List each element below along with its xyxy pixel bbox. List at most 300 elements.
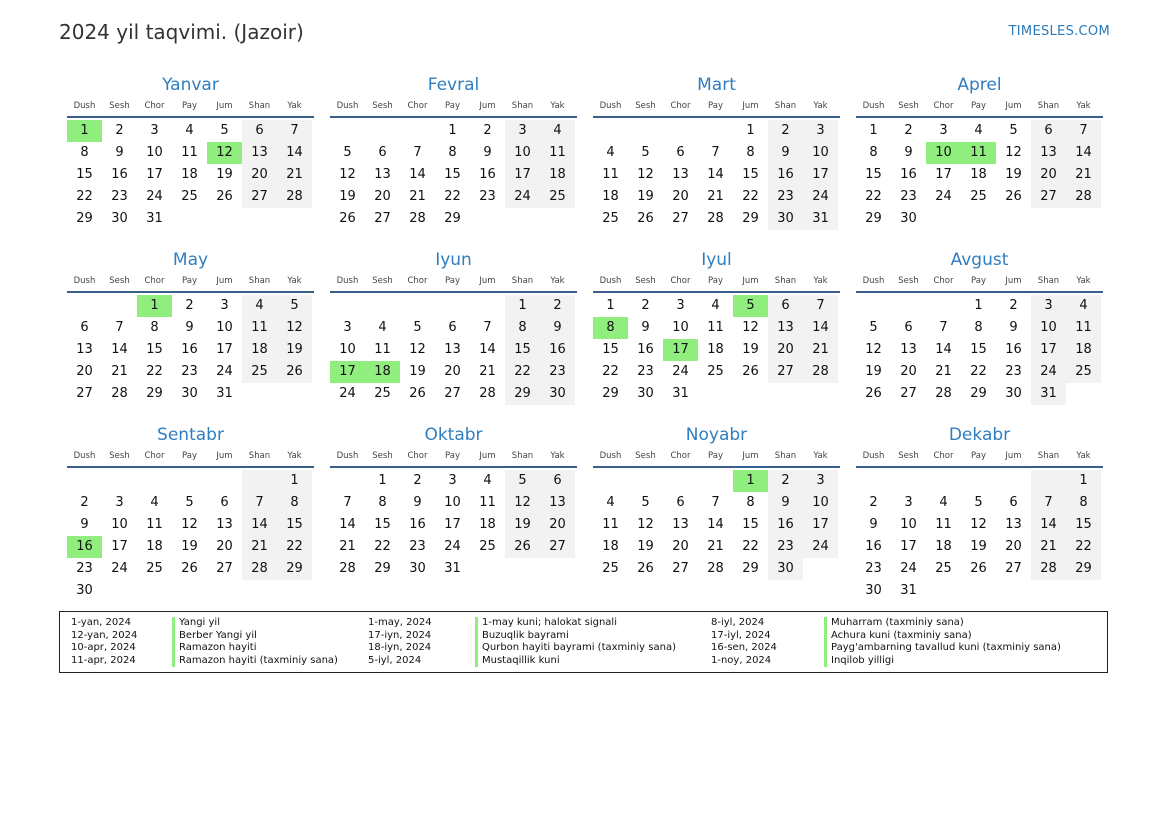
day-cell[interactable]: 23 <box>181 364 198 379</box>
day-cell[interactable]: 24 <box>444 539 461 554</box>
day-cell[interactable]: 12 <box>1005 145 1022 160</box>
day-cell[interactable]: 9 <box>413 495 422 510</box>
day-cell[interactable]: 5 <box>1009 123 1018 138</box>
day-cell[interactable]: 5 <box>641 145 650 160</box>
day-cell[interactable]: 4 <box>1066 295 1101 317</box>
day-cell[interactable]: 24 <box>672 364 689 379</box>
day-cell[interactable]: 31 <box>444 561 461 576</box>
day-cell[interactable]: 9 <box>768 142 803 164</box>
day-cell[interactable]: 25 <box>374 386 391 401</box>
day-cell[interactable]: 30 <box>900 211 917 226</box>
day-cell[interactable]: 6 <box>1031 120 1066 142</box>
day-cell[interactable]: 8 <box>277 492 312 514</box>
day-cell[interactable]: 17 <box>146 167 163 182</box>
day-cell[interactable]: 6 <box>378 145 387 160</box>
day-cell[interactable]: 22 <box>865 189 882 204</box>
day-cell[interactable]: 1 <box>733 470 768 492</box>
day-cell[interactable]: 29 <box>76 211 93 226</box>
day-cell[interactable]: 12 <box>505 492 540 514</box>
day-cell[interactable]: 12 <box>181 517 198 532</box>
day-cell[interactable]: 5 <box>869 320 878 335</box>
day-cell[interactable]: 9 <box>1009 320 1018 335</box>
day-cell[interactable]: 6 <box>768 295 803 317</box>
day-cell[interactable]: 25 <box>935 561 952 576</box>
day-cell[interactable]: 2 <box>185 298 194 313</box>
day-cell[interactable]: 8 <box>505 317 540 339</box>
day-cell[interactable]: 15 <box>742 517 759 532</box>
day-cell[interactable]: 27 <box>374 211 391 226</box>
day-cell[interactable]: 4 <box>150 495 159 510</box>
day-cell[interactable]: 18 <box>242 339 277 361</box>
day-cell[interactable]: 26 <box>216 189 233 204</box>
day-cell[interactable]: 25 <box>540 186 575 208</box>
day-cell[interactable]: 15 <box>602 342 619 357</box>
day-cell[interactable]: 17 <box>216 342 233 357</box>
day-cell[interactable]: 4 <box>606 145 615 160</box>
day-cell[interactable]: 14 <box>409 167 426 182</box>
day-cell[interactable]: 7 <box>1031 492 1066 514</box>
day-cell[interactable]: 16 <box>768 164 803 186</box>
day-cell[interactable]: 5 <box>974 495 983 510</box>
day-cell[interactable]: 28 <box>242 558 277 580</box>
day-cell[interactable]: 7 <box>1066 120 1101 142</box>
day-cell[interactable]: 11 <box>935 517 952 532</box>
day-cell[interactable]: 21 <box>339 539 356 554</box>
day-cell[interactable]: 7 <box>803 295 838 317</box>
day-cell[interactable]: 7 <box>711 145 720 160</box>
day-cell[interactable]: 27 <box>216 561 233 576</box>
day-cell[interactable]: 8 <box>378 495 387 510</box>
day-cell[interactable]: 11 <box>374 342 391 357</box>
day-cell[interactable]: 5 <box>277 295 312 317</box>
day-cell[interactable]: 1 <box>606 298 615 313</box>
day-cell[interactable]: 1 <box>67 120 102 142</box>
day-cell[interactable]: 15 <box>277 514 312 536</box>
day-cell[interactable]: 31 <box>1031 383 1066 405</box>
day-cell[interactable]: 1 <box>448 123 457 138</box>
day-cell[interactable]: 6 <box>676 145 685 160</box>
day-cell[interactable]: 28 <box>409 211 426 226</box>
day-cell[interactable]: 20 <box>1031 164 1066 186</box>
day-cell[interactable]: 3 <box>904 495 913 510</box>
day-cell[interactable]: 13 <box>1031 142 1066 164</box>
day-cell[interactable]: 20 <box>672 189 689 204</box>
day-cell[interactable]: 1 <box>378 473 387 488</box>
day-cell[interactable]: 5 <box>733 295 768 317</box>
day-cell[interactable]: 15 <box>505 339 540 361</box>
day-cell[interactable]: 2 <box>904 123 913 138</box>
day-cell[interactable]: 21 <box>409 189 426 204</box>
day-cell[interactable]: 21 <box>277 164 312 186</box>
day-cell[interactable]: 29 <box>1066 558 1101 580</box>
day-cell[interactable]: 29 <box>742 561 759 576</box>
day-cell[interactable]: 8 <box>746 495 755 510</box>
day-cell[interactable]: 4 <box>711 298 720 313</box>
day-cell[interactable]: 21 <box>479 364 496 379</box>
day-cell[interactable]: 29 <box>277 558 312 580</box>
day-cell[interactable]: 5 <box>220 123 229 138</box>
day-cell[interactable]: 21 <box>707 189 724 204</box>
day-cell[interactable]: 21 <box>1066 164 1101 186</box>
day-cell[interactable]: 11 <box>242 317 277 339</box>
day-cell[interactable]: 29 <box>146 386 163 401</box>
day-cell[interactable]: 10 <box>803 142 838 164</box>
day-cell[interactable]: 15 <box>970 342 987 357</box>
day-cell[interactable]: 20 <box>76 364 93 379</box>
day-cell[interactable]: 12 <box>409 342 426 357</box>
day-cell[interactable]: 13 <box>76 342 93 357</box>
day-cell[interactable]: 19 <box>409 364 426 379</box>
day-cell[interactable]: 11 <box>602 517 619 532</box>
day-cell[interactable]: 18 <box>1066 339 1101 361</box>
day-cell[interactable]: 27 <box>1031 186 1066 208</box>
day-cell[interactable]: 26 <box>1005 189 1022 204</box>
day-cell[interactable]: 14 <box>479 342 496 357</box>
day-cell[interactable]: 12 <box>970 517 987 532</box>
day-cell[interactable]: 9 <box>540 317 575 339</box>
day-cell[interactable]: 1 <box>974 298 983 313</box>
day-cell[interactable]: 11 <box>961 142 996 164</box>
day-cell[interactable]: 24 <box>803 186 838 208</box>
day-cell[interactable]: 2 <box>641 298 650 313</box>
day-cell[interactable]: 16 <box>409 517 426 532</box>
day-cell[interactable]: 30 <box>865 583 882 598</box>
day-cell[interactable]: 19 <box>505 514 540 536</box>
day-cell[interactable]: 16 <box>67 536 102 558</box>
day-cell[interactable]: 16 <box>900 167 917 182</box>
day-cell[interactable]: 22 <box>374 539 391 554</box>
day-cell[interactable]: 13 <box>444 342 461 357</box>
day-cell[interactable]: 28 <box>479 386 496 401</box>
day-cell[interactable]: 3 <box>115 495 124 510</box>
day-cell[interactable]: 3 <box>448 473 457 488</box>
day-cell[interactable]: 10 <box>111 517 128 532</box>
day-cell[interactable]: 3 <box>343 320 352 335</box>
day-cell[interactable]: 4 <box>974 123 983 138</box>
day-cell[interactable]: 18 <box>602 539 619 554</box>
day-cell[interactable]: 23 <box>637 364 654 379</box>
day-cell[interactable]: 20 <box>216 539 233 554</box>
day-cell[interactable]: 11 <box>181 145 198 160</box>
day-cell[interactable]: 10 <box>339 342 356 357</box>
day-cell[interactable]: 7 <box>115 320 124 335</box>
day-cell[interactable]: 27 <box>900 386 917 401</box>
day-cell[interactable]: 14 <box>339 517 356 532</box>
day-cell[interactable]: 26 <box>742 364 759 379</box>
day-cell[interactable]: 29 <box>970 386 987 401</box>
day-cell[interactable]: 23 <box>409 539 426 554</box>
day-cell[interactable]: 30 <box>1005 386 1022 401</box>
day-cell[interactable]: 9 <box>483 145 492 160</box>
day-cell[interactable]: 8 <box>593 317 628 339</box>
day-cell[interactable]: 27 <box>1005 561 1022 576</box>
day-cell[interactable]: 8 <box>448 145 457 160</box>
day-cell[interactable]: 19 <box>216 167 233 182</box>
day-cell[interactable]: 31 <box>900 583 917 598</box>
day-cell[interactable]: 15 <box>444 167 461 182</box>
day-cell[interactable]: 4 <box>185 123 194 138</box>
day-cell[interactable]: 2 <box>540 295 575 317</box>
day-cell[interactable]: 30 <box>768 558 803 580</box>
day-cell[interactable]: 12 <box>742 320 759 335</box>
day-cell[interactable]: 3 <box>803 470 838 492</box>
day-cell[interactable]: 4 <box>483 473 492 488</box>
day-cell[interactable]: 14 <box>707 167 724 182</box>
day-cell[interactable]: 25 <box>181 189 198 204</box>
day-cell[interactable]: 10 <box>444 495 461 510</box>
day-cell[interactable]: 20 <box>242 164 277 186</box>
day-cell[interactable]: 3 <box>1031 295 1066 317</box>
day-cell[interactable]: 22 <box>146 364 163 379</box>
day-cell[interactable]: 15 <box>1066 514 1101 536</box>
day-cell[interactable]: 24 <box>505 186 540 208</box>
day-cell[interactable]: 25 <box>242 361 277 383</box>
day-cell[interactable]: 29 <box>374 561 391 576</box>
day-cell[interactable]: 2 <box>413 473 422 488</box>
day-cell[interactable]: 17 <box>330 361 365 383</box>
day-cell[interactable]: 4 <box>378 320 387 335</box>
day-cell[interactable]: 2 <box>115 123 124 138</box>
day-cell[interactable]: 21 <box>111 364 128 379</box>
day-cell[interactable]: 13 <box>672 167 689 182</box>
day-cell[interactable]: 7 <box>483 320 492 335</box>
day-cell[interactable]: 11 <box>540 142 575 164</box>
day-cell[interactable]: 8 <box>1066 492 1101 514</box>
day-cell[interactable]: 22 <box>742 189 759 204</box>
day-cell[interactable]: 10 <box>803 492 838 514</box>
day-cell[interactable]: 24 <box>935 189 952 204</box>
day-cell[interactable]: 24 <box>900 561 917 576</box>
day-cell[interactable]: 16 <box>865 539 882 554</box>
day-cell[interactable]: 1 <box>505 295 540 317</box>
day-cell[interactable]: 15 <box>865 167 882 182</box>
day-cell[interactable]: 23 <box>1005 364 1022 379</box>
day-cell[interactable]: 4 <box>606 495 615 510</box>
day-cell[interactable]: 19 <box>970 539 987 554</box>
day-cell[interactable]: 7 <box>413 145 422 160</box>
day-cell[interactable]: 24 <box>339 386 356 401</box>
day-cell[interactable]: 14 <box>111 342 128 357</box>
day-cell[interactable]: 6 <box>540 470 575 492</box>
day-cell[interactable]: 2 <box>483 123 492 138</box>
day-cell[interactable]: 10 <box>1031 317 1066 339</box>
day-cell[interactable]: 25 <box>1066 361 1101 383</box>
day-cell[interactable]: 13 <box>900 342 917 357</box>
day-cell[interactable]: 9 <box>80 517 89 532</box>
day-cell[interactable]: 10 <box>146 145 163 160</box>
day-cell[interactable]: 17 <box>803 514 838 536</box>
day-cell[interactable]: 20 <box>374 189 391 204</box>
day-cell[interactable]: 6 <box>220 495 229 510</box>
day-cell[interactable]: 3 <box>803 120 838 142</box>
day-cell[interactable]: 14 <box>707 517 724 532</box>
day-cell[interactable]: 14 <box>935 342 952 357</box>
day-cell[interactable]: 28 <box>707 211 724 226</box>
day-cell[interactable]: 11 <box>1066 317 1101 339</box>
day-cell[interactable]: 20 <box>1005 539 1022 554</box>
day-cell[interactable]: 12 <box>637 517 654 532</box>
day-cell[interactable]: 3 <box>220 298 229 313</box>
day-cell[interactable]: 18 <box>146 539 163 554</box>
day-cell[interactable]: 23 <box>768 536 803 558</box>
day-cell[interactable]: 22 <box>742 539 759 554</box>
day-cell[interactable]: 9 <box>641 320 650 335</box>
day-cell[interactable]: 15 <box>742 167 759 182</box>
day-cell[interactable]: 5 <box>641 495 650 510</box>
day-cell[interactable]: 3 <box>676 298 685 313</box>
day-cell[interactable]: 18 <box>707 342 724 357</box>
day-cell[interactable]: 13 <box>242 142 277 164</box>
day-cell[interactable]: 21 <box>935 364 952 379</box>
day-cell[interactable]: 28 <box>1066 186 1101 208</box>
day-cell[interactable]: 30 <box>637 386 654 401</box>
day-cell[interactable]: 26 <box>637 211 654 226</box>
day-cell[interactable]: 14 <box>1031 514 1066 536</box>
day-cell[interactable]: 28 <box>707 561 724 576</box>
day-cell[interactable]: 29 <box>865 211 882 226</box>
day-cell[interactable]: 4 <box>939 495 948 510</box>
day-cell[interactable]: 27 <box>242 186 277 208</box>
day-cell[interactable]: 17 <box>663 339 698 361</box>
day-cell[interactable]: 21 <box>707 539 724 554</box>
day-cell[interactable]: 21 <box>242 536 277 558</box>
day-cell[interactable]: 27 <box>76 386 93 401</box>
day-cell[interactable]: 20 <box>540 514 575 536</box>
day-cell[interactable]: 30 <box>409 561 426 576</box>
day-cell[interactable]: 20 <box>768 339 803 361</box>
day-cell[interactable]: 23 <box>76 561 93 576</box>
day-cell[interactable]: 19 <box>1005 167 1022 182</box>
day-cell[interactable]: 19 <box>339 189 356 204</box>
day-cell[interactable]: 29 <box>505 383 540 405</box>
day-cell[interactable]: 6 <box>242 120 277 142</box>
day-cell[interactable]: 7 <box>711 495 720 510</box>
day-cell[interactable]: 15 <box>146 342 163 357</box>
day-cell[interactable]: 4 <box>242 295 277 317</box>
day-cell[interactable]: 10 <box>216 320 233 335</box>
day-cell[interactable]: 13 <box>216 517 233 532</box>
day-cell[interactable]: 28 <box>1031 558 1066 580</box>
day-cell[interactable]: 31 <box>146 211 163 226</box>
day-cell[interactable]: 23 <box>540 361 575 383</box>
day-cell[interactable]: 16 <box>111 167 128 182</box>
day-cell[interactable]: 3 <box>150 123 159 138</box>
day-cell[interactable]: 8 <box>974 320 983 335</box>
day-cell[interactable]: 17 <box>505 164 540 186</box>
day-cell[interactable]: 6 <box>676 495 685 510</box>
day-cell[interactable]: 17 <box>935 167 952 182</box>
site-link[interactable]: TIMESLES.COM <box>1008 24 1110 39</box>
day-cell[interactable]: 10 <box>672 320 689 335</box>
day-cell[interactable]: 6 <box>448 320 457 335</box>
day-cell[interactable]: 5 <box>343 145 352 160</box>
day-cell[interactable]: 10 <box>505 142 540 164</box>
day-cell[interactable]: 27 <box>672 211 689 226</box>
day-cell[interactable]: 7 <box>939 320 948 335</box>
day-cell[interactable]: 28 <box>277 186 312 208</box>
day-cell[interactable]: 29 <box>602 386 619 401</box>
day-cell[interactable]: 20 <box>444 364 461 379</box>
day-cell[interactable]: 6 <box>80 320 89 335</box>
day-cell[interactable]: 13 <box>374 167 391 182</box>
day-cell[interactable]: 25 <box>602 211 619 226</box>
day-cell[interactable]: 30 <box>76 583 93 598</box>
day-cell[interactable]: 26 <box>970 561 987 576</box>
day-cell[interactable]: 25 <box>602 561 619 576</box>
day-cell[interactable]: 26 <box>637 561 654 576</box>
day-cell[interactable]: 11 <box>602 167 619 182</box>
day-cell[interactable]: 30 <box>768 208 803 230</box>
day-cell[interactable]: 6 <box>904 320 913 335</box>
day-cell[interactable]: 1 <box>277 470 312 492</box>
day-cell[interactable]: 31 <box>803 208 838 230</box>
day-cell[interactable]: 23 <box>865 561 882 576</box>
day-cell[interactable]: 21 <box>1031 536 1066 558</box>
day-cell[interactable]: 30 <box>540 383 575 405</box>
day-cell[interactable]: 5 <box>185 495 194 510</box>
day-cell[interactable]: 18 <box>935 539 952 554</box>
day-cell[interactable]: 2 <box>80 495 89 510</box>
day-cell[interactable]: 5 <box>505 470 540 492</box>
day-cell[interactable]: 14 <box>803 317 838 339</box>
day-cell[interactable]: 11 <box>479 495 496 510</box>
day-cell[interactable]: 15 <box>76 167 93 182</box>
day-cell[interactable]: 12 <box>339 167 356 182</box>
day-cell[interactable]: 18 <box>479 517 496 532</box>
day-cell[interactable]: 17 <box>111 539 128 554</box>
day-cell[interactable]: 11 <box>707 320 724 335</box>
day-cell[interactable]: 3 <box>505 120 540 142</box>
day-cell[interactable]: 22 <box>1066 536 1101 558</box>
day-cell[interactable]: 30 <box>111 211 128 226</box>
day-cell[interactable]: 13 <box>540 492 575 514</box>
day-cell[interactable]: 18 <box>181 167 198 182</box>
day-cell[interactable]: 23 <box>900 189 917 204</box>
day-cell[interactable]: 10 <box>900 517 917 532</box>
day-cell[interactable]: 25 <box>707 364 724 379</box>
day-cell[interactable]: 26 <box>277 361 312 383</box>
day-cell[interactable]: 5 <box>413 320 422 335</box>
day-cell[interactable]: 22 <box>970 364 987 379</box>
day-cell[interactable]: 19 <box>277 339 312 361</box>
day-cell[interactable]: 14 <box>277 142 312 164</box>
day-cell[interactable]: 26 <box>181 561 198 576</box>
day-cell[interactable]: 18 <box>602 189 619 204</box>
day-cell[interactable]: 7 <box>277 120 312 142</box>
day-cell[interactable]: 7 <box>343 495 352 510</box>
day-cell[interactable]: 18 <box>970 167 987 182</box>
day-cell[interactable]: 7 <box>242 492 277 514</box>
day-cell[interactable]: 28 <box>803 361 838 383</box>
day-cell[interactable]: 9 <box>768 492 803 514</box>
day-cell[interactable]: 22 <box>505 361 540 383</box>
day-cell[interactable]: 26 <box>505 536 540 558</box>
day-cell[interactable]: 23 <box>479 189 496 204</box>
day-cell[interactable]: 31 <box>672 386 689 401</box>
day-cell[interactable]: 26 <box>339 211 356 226</box>
day-cell[interactable]: 27 <box>540 536 575 558</box>
day-cell[interactable]: 20 <box>900 364 917 379</box>
day-cell[interactable]: 23 <box>111 189 128 204</box>
day-cell[interactable]: 19 <box>637 539 654 554</box>
day-cell[interactable]: 19 <box>742 342 759 357</box>
day-cell[interactable]: 27 <box>768 361 803 383</box>
day-cell[interactable]: 16 <box>540 339 575 361</box>
day-cell[interactable]: 1 <box>746 123 755 138</box>
day-cell[interactable]: 9 <box>869 517 878 532</box>
day-cell[interactable]: 15 <box>374 517 391 532</box>
day-cell[interactable]: 12 <box>637 167 654 182</box>
